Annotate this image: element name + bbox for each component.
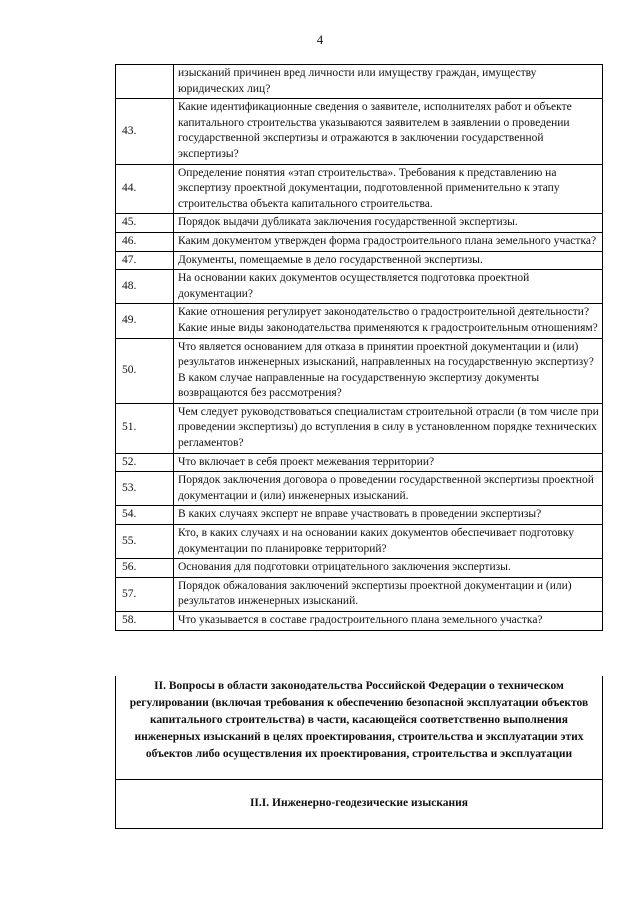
question-row xyxy=(116,559,603,578)
question-number: 47. xyxy=(116,251,174,270)
question-text: Порядок обжалования заключений экспертизы проектной документации и (или) результатов инженерных изысканий. xyxy=(174,577,603,611)
question-text: В каких случаях эксперт не вправе участвовать в проведении экспертизы? xyxy=(174,506,603,525)
question-number: 46. xyxy=(116,232,174,251)
question-row xyxy=(116,453,603,472)
question-text: Порядок выдачи дубликата заключения государственной экспертизы. xyxy=(174,214,603,233)
question-number xyxy=(116,65,174,99)
question-text: Чем следует руководствоваться специалистам строительной отрасли (в том числе при проведении экспертизы) до вступления в силу в установленном порядке технических регламентов? xyxy=(174,403,603,453)
section-heading: II. Вопросы в области законодательства Российской Федерации о техническом регулировании (включая требования к обеспечению безопасной эксплуатации объектов капитального строительства) в части, касающейся соответственно выполнения инженерных изысканий в целях проектирования, строительства и эксплуатации этих объектов либо осуществления их проектирования, строительства и эксплуатации xyxy=(115,676,603,780)
question-row xyxy=(116,577,603,611)
question-row xyxy=(116,472,603,506)
question-text: изысканий причинен вред личности или имуществу граждан, имуществу юридических лиц? xyxy=(174,65,603,99)
question-text: Что указывается в составе градостроительного плана земельного участка? xyxy=(174,612,603,631)
question-row xyxy=(116,525,603,559)
question-number: 52. xyxy=(116,453,174,472)
question-number: 51. xyxy=(116,403,174,453)
question-text: Какие отношения регулирует законодательство о градостроительной деятельности? Какие иные виды законодательства применяются к градостроительным отношениям? xyxy=(174,304,603,338)
question-number: 58. xyxy=(116,612,174,631)
question-row xyxy=(116,65,603,99)
question-number: 53. xyxy=(116,472,174,506)
question-row xyxy=(116,214,603,233)
question-row xyxy=(116,304,603,338)
question-row xyxy=(116,270,603,304)
page-number: 4 xyxy=(316,32,324,47)
question-row xyxy=(116,403,603,453)
question-row xyxy=(116,164,603,214)
question-text: Документы, помещаемые в дело государственной экспертизы. xyxy=(174,251,603,270)
question-number: 45. xyxy=(116,214,174,233)
question-row xyxy=(116,251,603,270)
question-row xyxy=(116,612,603,631)
question-text: Какие идентификационные сведения о заявителе, исполнителях работ и объекте капитального строительства указываются заявителем в заявлении о проведении государственной экспертизы и отражаются в заключении государственной экспертизы? xyxy=(174,99,603,164)
questions-table xyxy=(115,64,603,631)
question-row xyxy=(116,506,603,525)
subsection-heading: II.I. Инженерно-геодезические изыскания xyxy=(115,779,603,829)
question-text: Что является основанием для отказа в принятии проектной документации и (или) результатов инженерных изысканий, направленных на государственную экспертизу? В каком случае направленные на государственную экспертизу документы возвращаются без рассмотрения? xyxy=(174,338,603,403)
question-text: Кто, в каких случаях и на основании каких документов обеспечивает подготовку документации по планировке территорий? xyxy=(174,525,603,559)
question-number: 43. xyxy=(116,99,174,164)
question-number: 57. xyxy=(116,577,174,611)
question-text: Основания для подготовки отрицательного заключения экспертизы. xyxy=(174,559,603,578)
question-number: 44. xyxy=(116,164,174,214)
question-text: Определение понятия «этап строительства». Требования к представлению на экспертизу проектной документации, подготовленной применительно к этапу строительства объекта капитального строительства. xyxy=(174,164,603,214)
question-number: 55. xyxy=(116,525,174,559)
question-number: 56. xyxy=(116,559,174,578)
question-number: 49. xyxy=(116,304,174,338)
question-text: На основании каких документов осуществляется подготовка проектной документации? xyxy=(174,270,603,304)
question-text: Порядок заключения договора о проведении государственной экспертизы проектной документации и (или) инженерных изысканий. xyxy=(174,472,603,506)
question-number: 50. xyxy=(116,338,174,403)
question-text: Каким документом утвержден форма градостроительного плана земельного участка? xyxy=(174,232,603,251)
question-row xyxy=(116,338,603,403)
question-text: Что включает в себя проект межевания территории? xyxy=(174,453,603,472)
question-number: 54. xyxy=(116,506,174,525)
question-row xyxy=(116,232,603,251)
question-number: 48. xyxy=(116,270,174,304)
question-row xyxy=(116,99,603,164)
